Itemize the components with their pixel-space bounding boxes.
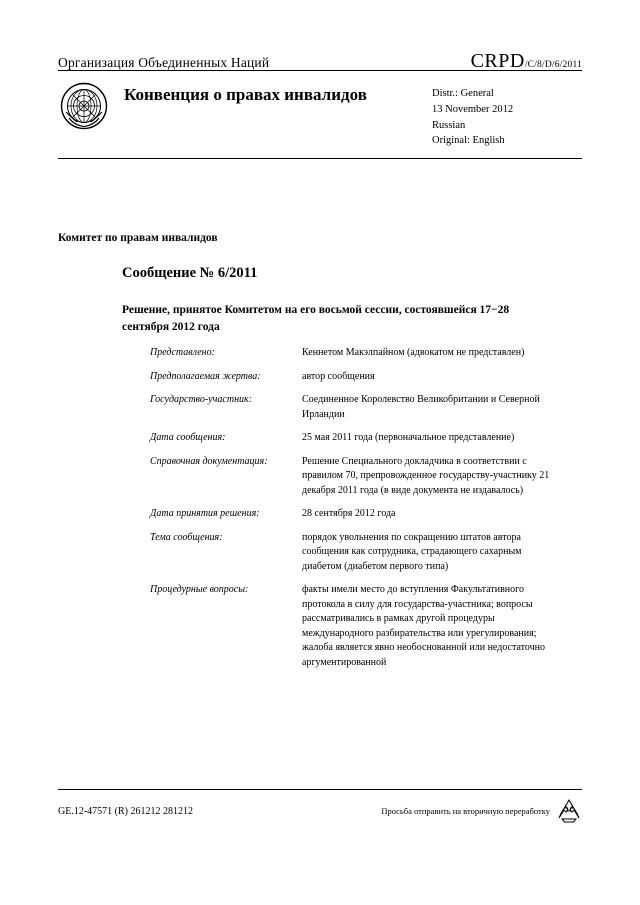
field-value: 25 мая 2011 года (первоначальное представление): [302, 432, 515, 443]
field-label: Справочная документация:: [150, 455, 268, 467]
recycle-icon: [556, 798, 582, 824]
distr-line-0: Distr.: General: [432, 88, 494, 99]
field-label: Государство-участник:: [150, 394, 253, 405]
field-label: Предполагаемая жертва:: [150, 370, 261, 382]
field-value: 28 сентября 2012 года: [302, 508, 396, 519]
un-emblem-icon: [60, 82, 108, 130]
job-number: GE.12-47571 (R) 261212 281212: [58, 805, 193, 817]
field-value: Кеннетом Макэлпайном (адвокатом не представлен): [302, 347, 525, 358]
communication-number: Сообщение № 6/2011: [122, 265, 258, 281]
distr-line-3: Original: English: [432, 135, 505, 147]
table-row: [150, 370, 550, 385]
field-value: Соединенное Королевство Великобритании и Северной Ирландии: [302, 394, 540, 420]
table-row: [150, 531, 550, 575]
recycle-note-block: [381, 798, 582, 824]
distr-line-2: Russian: [432, 119, 466, 131]
document-symbol-main: CRPD: [470, 50, 525, 72]
masthead: [58, 78, 582, 149]
table-row: [150, 346, 550, 361]
field-value: порядок увольнения по сокращению штатов автора сообщения как сотрудника, страдающего сахарным диабетом (диабетом первого типа): [302, 531, 522, 572]
organization-name: Организация Объединенных Наций: [58, 55, 270, 70]
field-label: Процедурные вопросы:: [150, 584, 249, 595]
table-row: [150, 583, 550, 670]
recycle-note: Просьба отправить на вторичную переработку: [381, 806, 550, 816]
masthead-rule: [58, 158, 582, 159]
document-footer: [58, 798, 582, 824]
table-row: [150, 507, 550, 522]
convention-title: Конвенция о правах инвалидов: [124, 85, 367, 104]
committee-name: Комитет по правам инвалидов: [58, 232, 218, 244]
table-row: [150, 393, 550, 422]
case-details-table: [150, 346, 550, 679]
field-label: Тема сообщения:: [150, 531, 223, 543]
document-symbol-suffix: /C/8/D/6/2011: [524, 60, 582, 70]
field-label: Дата сообщения:: [150, 432, 226, 443]
field-value: автор сообщения: [302, 370, 375, 382]
footer-rule: [58, 789, 582, 790]
field-value: факты имели место до вступления Факультативного протокола в силу для государства-участника; вопросы рассматривались в рамках другой процедуры международного разбирательства или урегулирования; жалоба является явно необоснованной или недостаточно аргументированной: [302, 584, 546, 668]
table-row: [150, 431, 550, 446]
table-row: [150, 455, 550, 499]
distribution-block: [432, 78, 582, 149]
decision-heading: Решение, принятое Комитетом на его восьмой сессии, состоявшейся 17−28 сентября 2012 года: [122, 304, 510, 333]
header-rule: [58, 70, 582, 71]
distr-line-1: 13 November 2012: [432, 103, 514, 115]
field-label: Представлено:: [150, 347, 215, 358]
field-value: Решение Специального докладчика в соответствии с правилом 70, препровожденное государству-участнику 21 декабря 2011 года (в виде документа не издавалось): [302, 455, 550, 496]
field-label: Дата принятия решения:: [150, 508, 260, 519]
